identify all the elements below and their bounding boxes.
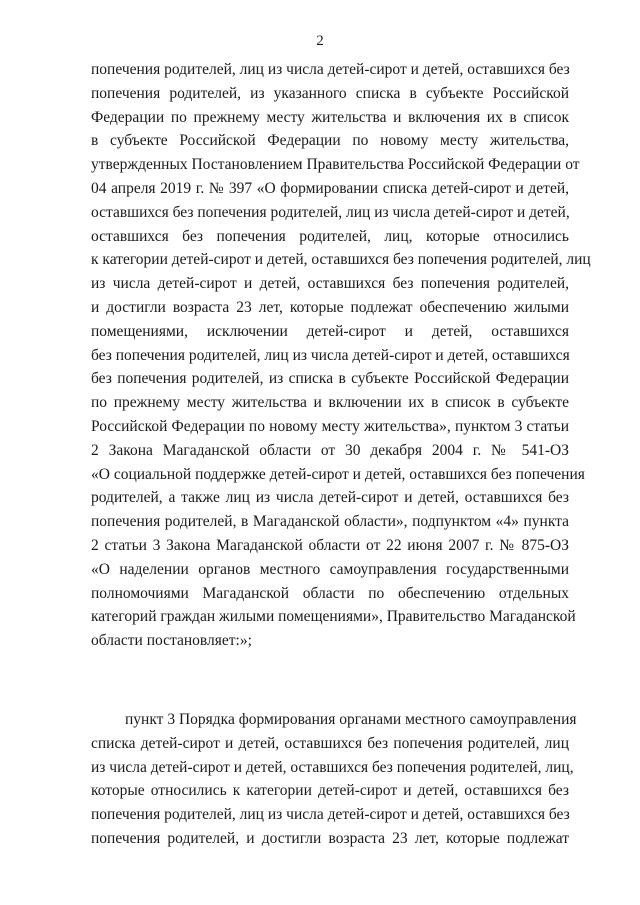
text-line: «О социальной поддержке детей-сирот и детей, оставшихся без попечения [91, 465, 585, 483]
text-line: категорий граждан жилыми помещениями», Правительство Магаданской [91, 608, 576, 626]
text-line: списка детей-сирот и детей, оставшихся без попечения родителей, лиц [91, 734, 569, 752]
text-line: без попечения родителей, лиц из числа детей-сирот и детей, оставшихся [91, 346, 570, 364]
text-line: оставшихся без попечения родителей, лиц из числа детей-сирот и детей, [91, 203, 570, 221]
page-number: 2 [316, 33, 324, 49]
text-line: и достигли возраста 23 лет, которые подлежат обеспечению жилыми [91, 298, 569, 316]
text-line: пункт 3 Порядка формирования органами местного самоуправления [125, 711, 577, 728]
text-line: попечения родителей, и достигли возраста 23 лет, которые подлежат [91, 829, 569, 847]
text-line: области постановляет:»; [91, 632, 252, 650]
text-line: 04 апреля 2019 г. № 397 «О формировании списка детей-сирот и детей, [91, 179, 569, 197]
paragraph-point-3 [91, 708, 577, 851]
text-line: попечения родителей, лиц из числа детей-сирот и детей, оставшихся без [91, 806, 570, 824]
text-line: оставшихся без попечения родителей, лиц, которые относились [91, 227, 569, 245]
text-line: по прежнему месту жительства и включении их в список в субъекте [91, 394, 569, 412]
text-line: попечения родителей, из указанного списка в субъекте Российской [91, 84, 569, 102]
text-line: Федерации по прежнему месту жительства и включения их в список [91, 108, 569, 126]
text-line: утвержденных Постановлением Правительства Российской Федерации от [91, 156, 580, 174]
text-line: которые относились к категории детей-сирот и детей, оставшихся без [91, 782, 569, 800]
text-line: попечения родителей, лиц из числа детей-сирот и детей, оставшихся без [91, 61, 570, 78]
text-line: родителей, а также лиц из числа детей-сирот и детей, оставшихся без [91, 489, 569, 507]
text-line: попечения родителей, в Магаданской области», подпунктом «4» пункта [91, 513, 569, 531]
text-line: 2 статьи 3 Закона Магаданской области от 22 июня 2007 г. № 875-ОЗ [91, 536, 569, 554]
text-line: из числа детей-сирот и детей, оставшихся без попечения родителей, лиц, [91, 758, 574, 776]
text-line: Российской Федерации по новому месту жительства», пунктом 3 статьи [91, 417, 569, 435]
text-line: из числа детей-сирот и детей, оставшихся без попечения родителей, [91, 275, 569, 293]
text-line: к категории детей-сирот и детей, оставшихся без попечения родителей, лиц [91, 251, 591, 269]
text-line: полномочиями Магаданской области по обеспечению отдельных [91, 584, 569, 602]
text-line: «О наделении органов местного самоуправления государственными [91, 560, 569, 578]
paragraph-continuation [91, 58, 591, 653]
text-line: в субъекте Российской Федерации по новому месту жительства, [91, 132, 569, 150]
text-line: без попечения родителей, из списка в субъекте Российской Федерации [91, 370, 569, 388]
text-line: помещениями, исключении детей-сирот и детей, оставшихся [91, 322, 569, 340]
text-line: 2 Закона Магаданской области от 30 декабря 2004 г. № 541-ОЗ [91, 441, 569, 459]
